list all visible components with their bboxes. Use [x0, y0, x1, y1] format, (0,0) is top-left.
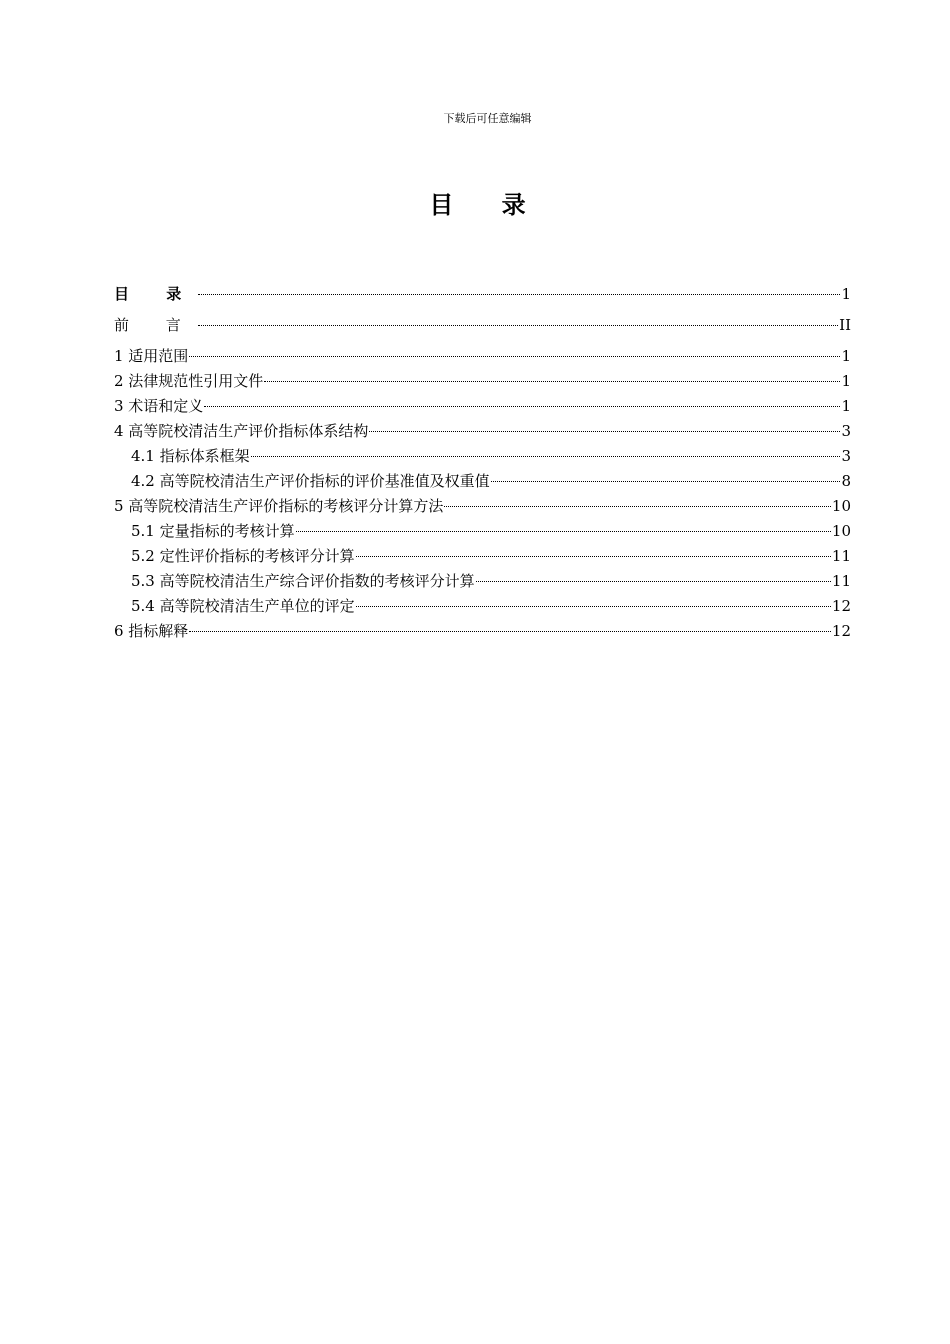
dot-leader [264, 364, 840, 386]
toc-entry-5-3[interactable] [131, 564, 851, 590]
dot-leader [369, 414, 840, 436]
dot-leader [198, 277, 840, 299]
toc-entry-4[interactable] [114, 414, 851, 440]
toc-entry-1[interactable] [114, 339, 851, 365]
toc-entry-page: 3 [841, 422, 851, 440]
toc-entry-4-1[interactable] [131, 439, 851, 465]
toc-entry-page: 1 [841, 372, 851, 390]
toc-entry-label: 4.2 高等院校清洁生产评价指标的评价基准值及权重值 [131, 472, 490, 490]
toc-entry-label: 3 术语和定义 [114, 397, 204, 415]
toc-entry-5-4[interactable] [131, 589, 851, 615]
toc-entry-5-2[interactable] [131, 539, 851, 565]
dot-leader [204, 389, 840, 411]
toc-entry-page: 11 [831, 547, 851, 565]
toc-entry-6[interactable] [114, 614, 851, 640]
toc-entry-preface[interactable] [114, 308, 851, 334]
toc-entry-4-2[interactable] [131, 464, 851, 490]
toc-entry-2[interactable] [114, 364, 851, 390]
dot-leader [189, 339, 840, 361]
dot-leader [198, 308, 838, 330]
toc-entry-page: 8 [841, 472, 851, 490]
toc-entry-3[interactable] [114, 389, 851, 415]
toc-entry-label: 5 高等院校清洁生产评价指标的考核评分计算方法 [114, 497, 444, 515]
toc-entry-page: 1 [841, 347, 851, 365]
dot-leader [251, 439, 841, 461]
toc-entry-page: 10 [831, 497, 851, 515]
toc-entry-label: 1 适用范围 [114, 347, 189, 365]
toc-entry-page: 10 [831, 522, 851, 540]
toc-entry-label: 5.4 高等院校清洁生产单位的评定 [131, 597, 355, 615]
toc-entry-page: 11 [831, 572, 851, 590]
toc-entry-5-1[interactable] [131, 514, 851, 540]
dot-leader [356, 539, 831, 561]
toc-entry-page: 12 [831, 597, 851, 615]
dot-leader [491, 464, 841, 486]
toc-entry-label: 4 高等院校清洁生产评价指标体系结构 [114, 422, 369, 440]
toc-entry-5[interactable] [114, 489, 851, 515]
toc-entry-label: 5.3 高等院校清洁生产综合评价指数的考核评分计算 [131, 572, 475, 590]
toc-entry-page: 12 [831, 622, 851, 640]
page-title: 目 录 [429, 191, 546, 219]
toc-entry-label: 5.2 定性评价指标的考核评分计算 [131, 547, 355, 565]
dot-leader [444, 489, 831, 511]
toc-entry-contents[interactable] [114, 277, 851, 303]
header-note: 下载后可任意编辑 [443, 112, 532, 125]
dot-leader [189, 614, 831, 636]
dot-leader [476, 564, 831, 586]
toc-entry-label: 前 言 [114, 316, 197, 334]
toc-entry-label: 4.1 指标体系框架 [131, 447, 250, 465]
toc-entry-label: 6 指标解释 [114, 622, 189, 640]
toc-entry-page: 3 [841, 447, 851, 465]
toc-entry-page: II [839, 316, 851, 334]
toc-entry-page: 1 [841, 397, 851, 415]
toc-entry-page: 1 [841, 285, 851, 303]
toc-entry-label: 2 法律规范性引用文件 [114, 372, 264, 390]
dot-leader [356, 589, 831, 611]
dot-leader [296, 514, 831, 536]
toc-entry-label: 5.1 定量指标的考核计算 [131, 522, 295, 540]
toc-entry-label: 目 录 [114, 285, 198, 303]
